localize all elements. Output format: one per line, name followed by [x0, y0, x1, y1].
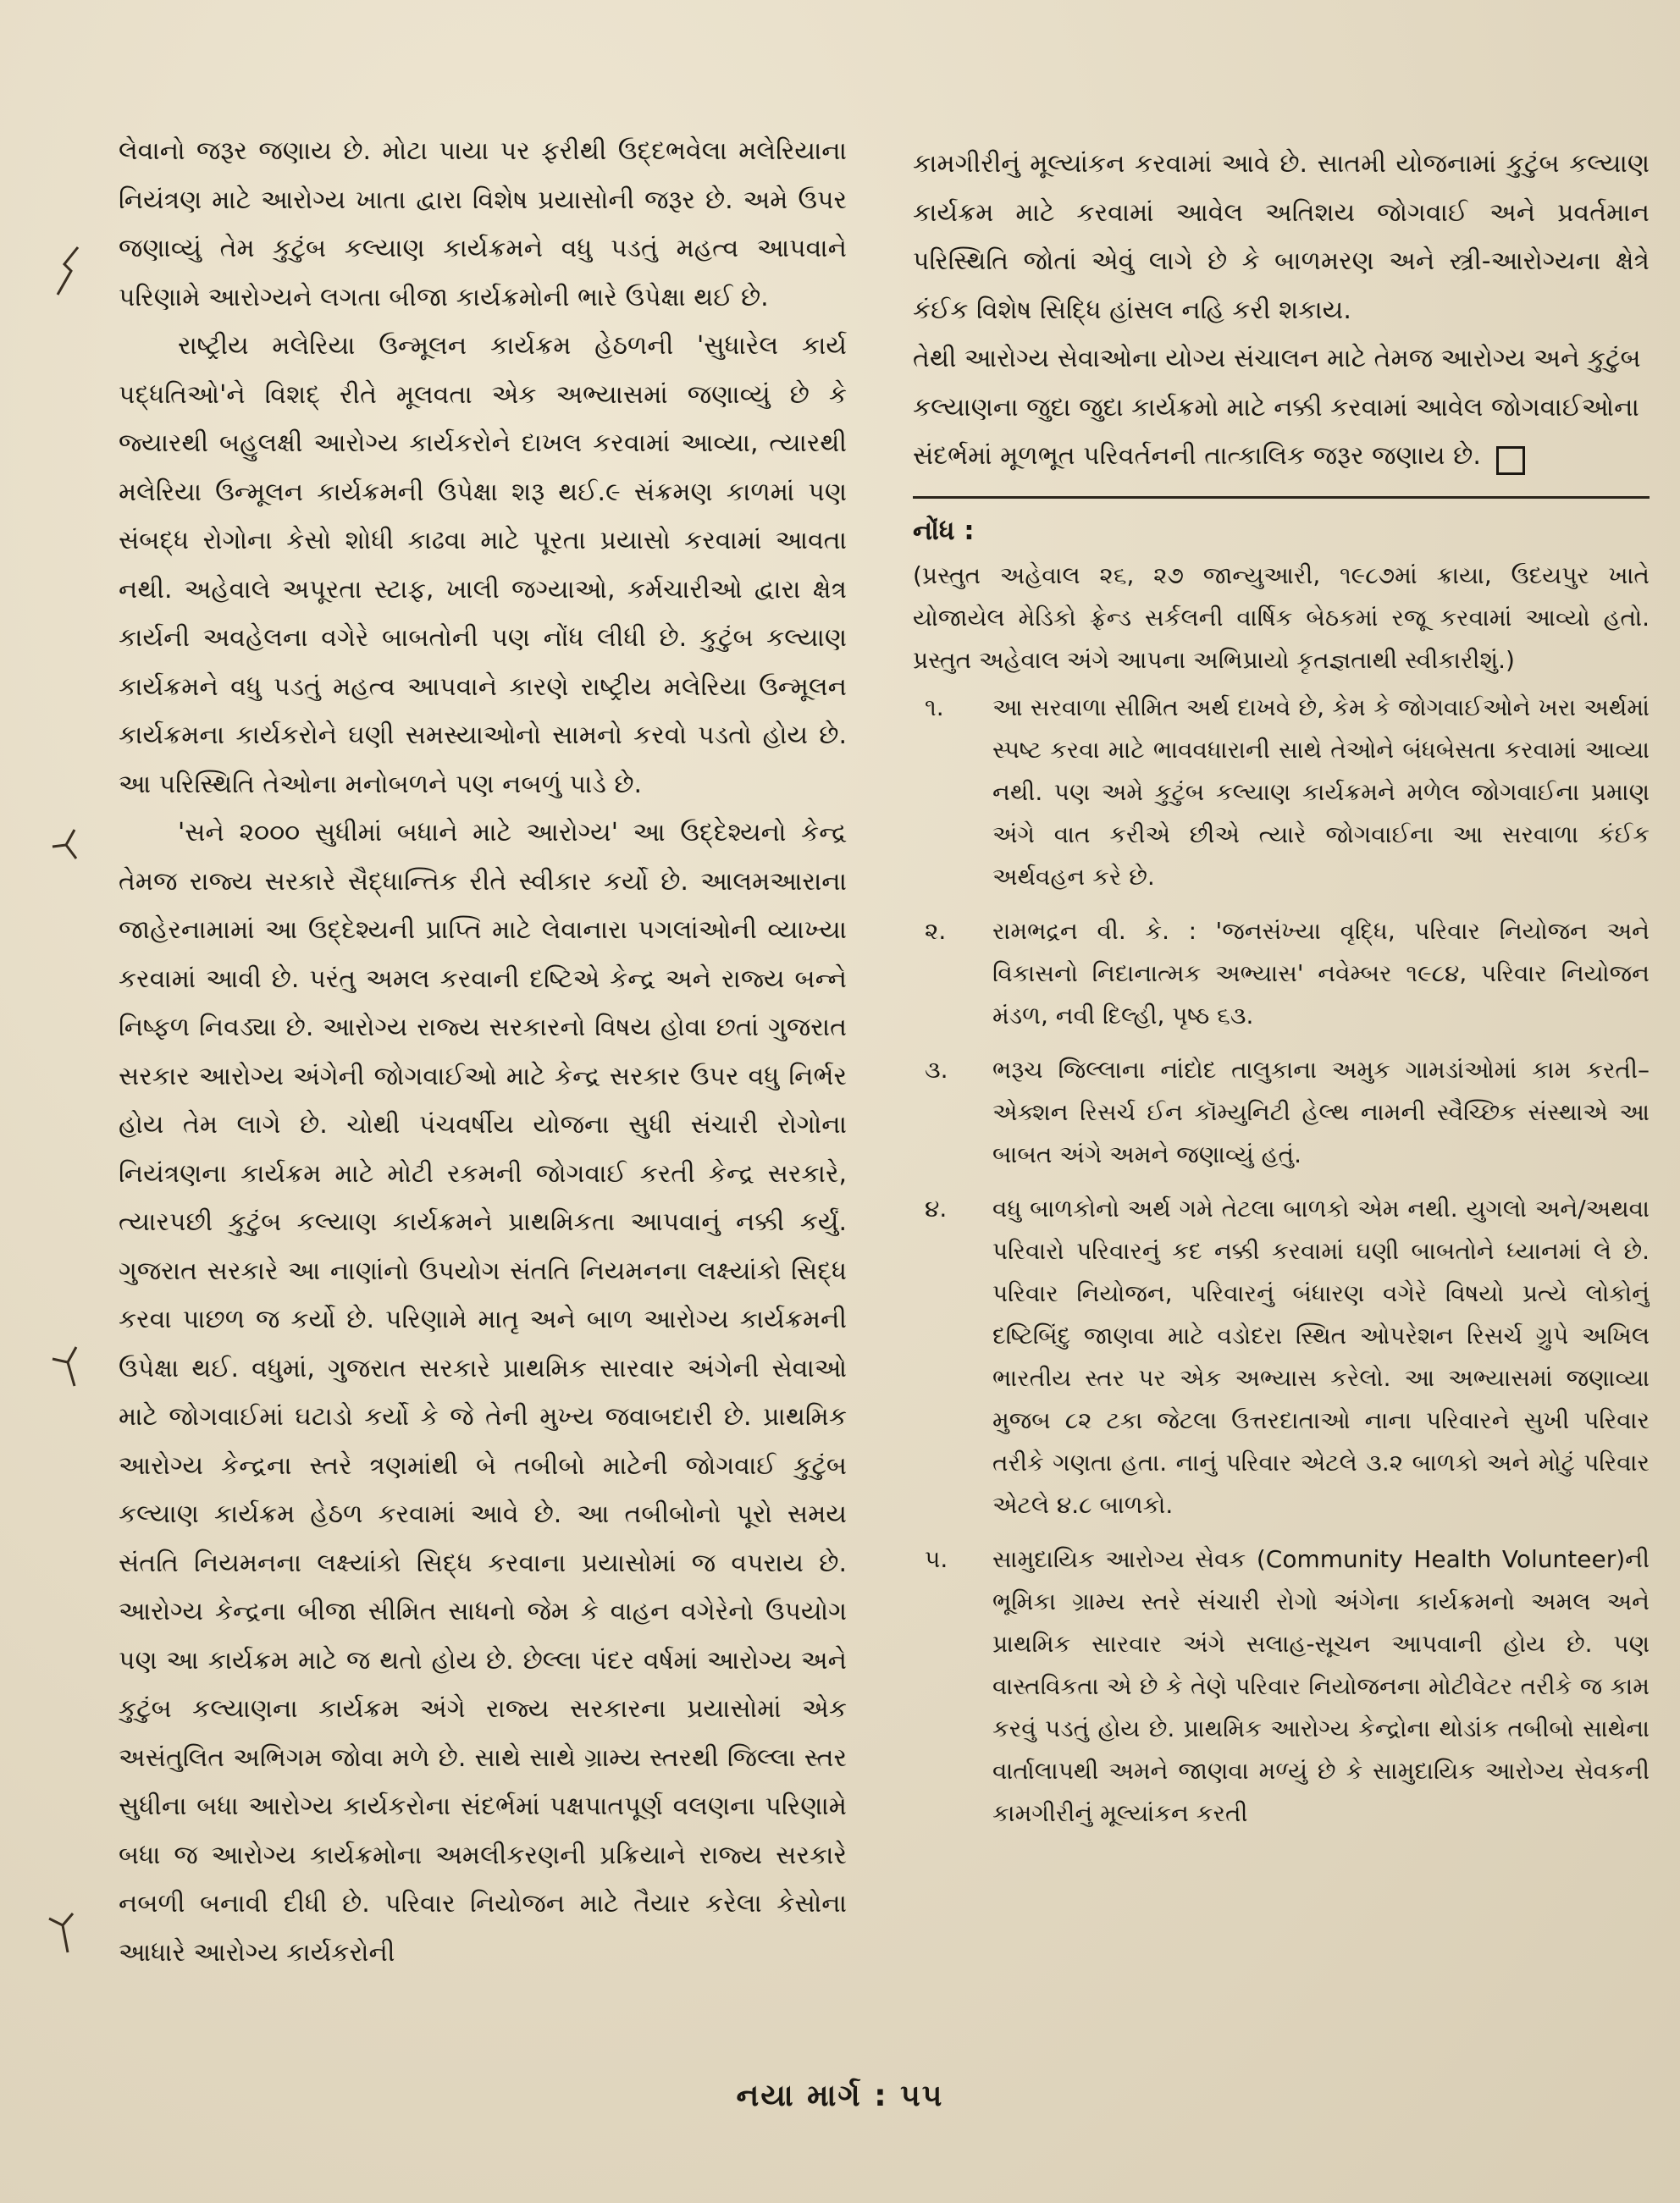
- page-footer: નયા માર્ગ : ૫૫: [736, 2079, 944, 2113]
- note-text: રામભદ્રન વી. કે. : 'જનસંખ્યા વૃદ્ધિ, પરિવાર નિયોજન અને વિકાસનો નિદાનાત્મક અભ્યાસ' નવેમ્બર ૧૯૮૪, પરિવાર નિયોજન મંડળ, નવી દિલ્હી, પૃષ્ઠ ૬૩.: [992, 916, 1650, 1030]
- note-number: ૪.: [925, 1194, 948, 1223]
- note-text: સામુદાયિક આરોગ્ય સેવક (Community Health Volunteer)ની ભૂમિકા ગ્રામ્ય સ્તરે સંચારી રોગો અંગેના કાર્યક્રમનો અમલ અને પ્રાથમિક સારવાર અંગે સલાહ-સૂચન આપવાની હોય છે. પણ વાસ્તવિકતા એ છે કે તેણે પરિવાર નિયોજનના મોટીવેટર તરીકે જ કામ કરવું પડતું હોય છે. પ્રાથમિક આરોગ્ય કેન્દ્રોના થોડાંક તબીબો સાથેના વાર્તાલાપથી અમને જાણવા મળ્યું છે કે સામુદાયિક આરોગ્ય સેવકની કામગીરીનું મૂલ્યાંકન કરતી: [992, 1544, 1650, 1827]
- body-paragraph: તેથી આરોગ્ય સેવાઓના યોગ્ય સંચાલન માટે તેમજ આરોગ્ય અને કુટુંબ કલ્યાણના જુદા જુદા કાર્યક્રમો માટે નક્કી કરવામાં આવેલ જોગવાઈઓના સંદર્ભમાં મૂળભૂત પરિવર્તનની તાત્કાલિક જરૂર જણાય છે.: [913, 344, 1641, 471]
- note-item: [913, 1538, 1650, 1835]
- section-divider: [913, 496, 1650, 499]
- note-text: વધુ બાળકોનો અર્થ ગમે તેટલા બાળકો એમ નથી. યુગલો અને/અથવા પરિવારો પરિવારનું કદ નક્કી કરવામાં ઘણી બાબતોને ધ્યાનમાં લે છે. પરિવાર નિયોજન, પરિવારનું બંધારણ વગેરે વિષયો પ્રત્યે લોકોનું દષ્ટિબિંદુ જાણવા માટે વડોદરા સ્થિત ઓપરેશન રિસર્ચ ગ્રુપે અખિલ ભારતીય સ્તર પર એક અભ્યાસ કરેલો. આ અભ્યાસમાં જણાવ્યા મુજબ ૮૨ ટકા જેટલા ઉત્તરદાતાઓ નાના પરિવારને સુખી પરિવાર તરીકે ગણતા હતા. નાનું પરિવાર એટલે ૩.૨ બાળકો અને મોટું પરિવાર એટલે ૪.૮ બાળકો.: [992, 1194, 1650, 1519]
- paper-tear-mark: [49, 821, 80, 872]
- notes-heading: નોંધ :: [913, 515, 975, 546]
- body-paragraph: લેવાનો જરૂર જણાય છે. મોટા પાયા પર ફરીથી ઉદ્દભવેલા મલેરિયાના નિયંત્રણ માટે આરોગ્ય ખાતા દ્વારા વિશેષ પ્રયાસોની જરૂર છે. અમે ઉપર જણાવ્યું તેમ કુટુંબ કલ્યાણ કાર્યક્રમને વધુ પડતું મહત્વ આપવાને પરિણામે આરોગ્યને લગતા બીજા કાર્યક્રમોની ભારે ઉપેક્ષા થઈ છે.: [119, 136, 847, 312]
- body-paragraph: કામગીરીનું મૂલ્યાંકન કરવામાં આવે છે. સાતમી યોજનામાં કુટુંબ કલ્યાણ કાર્યક્રમ માટે કરવામાં આવેલ અતિશય જોગવાઈ અને પ્રવર્તમાન પરિસ્થિતિ જોતાં એવું લાગે છે કે બાળમરણ અને સ્ત્રી-આરોગ્યના ક્ષેત્રે કંઈક વિશેષ સિદ્ધિ હાંસલ નહિ કરી શકાય.: [913, 149, 1650, 325]
- paper-tear-mark: [52, 246, 83, 296]
- body-paragraph: 'સને ૨૦૦૦ સુધીમાં બધાને માટે આરોગ્ય' આ ઉદ્દેશ્યનો કેન્દ્ર તેમજ રાજ્ય સરકારે સૈદ્ધાન્તિક રીતે સ્વીકાર કર્યો છે. આલમઆરાના જાહેરનામામાં આ ઉદ્દેશ્યની પ્રાપ્તિ માટે લેવાનારા પગલાંઓની વ્યાખ્યા કરવામાં આવી છે. પરંતુ અમલ કરવાની દષ્ટિએ કેન્દ્ર અને રાજ્ય બન્ને નિષ્ફળ નિવડ્યા છે. આરોગ્ય રાજ્ય સરકારનો વિષય હોવા છતાં ગુજરાત સરકાર આરોગ્ય અંગેની જોગવાઈઓ માટે કેન્દ્ર સરકાર ઉપર વધુ નિર્ભર હોય તેમ લાગે છે. ચોથી પંચવર્ષીય યોજના સુધી સંચારી રોગોના નિયંત્રણના કાર્યક્રમ માટે મોટી રકમની જોગવાઈ કરતી કેન્દ્ર સરકારે, ત્યારપછી કુટુંબ કલ્યાણ કાર્યક્રમને પ્રાથમિકતા આપવાનું નક્કી કર્યું. ગુજરાત સરકારે આ નાણાંનો ઉપયોગ સંતતિ નિયમનના લક્ષ્યાંકો સિદ્ધ કરવા પાછળ જ કર્યો છે. પરિણામે માતૃ અને બાળ આરોગ્ય કાર્યક્રમની ઉપેક્ષા થઈ. વધુમાં, ગુજરાત સરકારે પ્રાથમિક સારવાર અંગેની સેવાઓ માટે જોગવાઈમાં ઘટાડો કર્યો કે જે તેની મુખ્ય જવાબદારી છે. પ્રાથમિક આરોગ્ય કેન્દ્રના સ્તરે ત્રણમાંથી બે તબીબો માટેની જોગવાઈ કુટુંબ કલ્યાણ કાર્યક્રમ હેઠળ કરવામાં આવે છે. આ તબીબોનો પૂરો સમય સંતતિ નિયમનના લક્ષ્યાંકો સિદ્ધ કરવાના પ્રયાસોમાં જ વપરાય છે. આરોગ્ય કેન્દ્રના બીજા સીમિત સાધનો જેમ કે વાહન વગેરેનો ઉપયોગ પણ આ કાર્યક્રમ માટે જ થતો હોય છે. છેલ્લા પંદર વર્ષમાં આરોગ્ય અને કુટુંબ કલ્યાણના કાર્યક્રમ અંગે રાજ્ય સરકારના પ્રયાસોમાં એક અસંતુલિત અભિગમ જોવા મળે છે. સાથે સાથે ગ્રામ્ય સ્તરથી જિલ્લા સ્તર સુધીના બધા આરોગ્ય કાર્યકરોના સંદર્ભમાં પક્ષપાતપૂર્ણ વલણના પરિણામે બધા જ આરોગ્ય કાર્યક્રમોના અમલીકરણની પ્રક્રિયાને રાજ્ય સરકારે નબળી બનાવી દીધી છે. પરિવાર નિયોજન માટે તૈયાર કરેલા કેસોના આધારે આરોગ્ય કાર્યકરોની: [119, 818, 847, 1968]
- left-text-column: [119, 127, 847, 2049]
- closing-paragraph-row: [913, 334, 1650, 481]
- note-text: ભરૂચ જિલ્લાના નાંદોદ તાલુકાના અમુક ગામડાંઓમાં કામ કરતી–એક્શન રિસર્ચ ઈન કૉમ્યુનિટી હેલ્થ નામની સ્વૈચ્છિક સંસ્થાએ આ બાબત અંગે અમને જણાવ્યું હતું.: [992, 1055, 1650, 1168]
- note-item: [913, 687, 1650, 898]
- note-item: [913, 1049, 1650, 1176]
- end-of-article-box-icon: [1496, 446, 1525, 475]
- note-number: ૫.: [925, 1544, 948, 1573]
- notes-intro: (પ્રસ્તુત અહેવાલ ૨૬, ૨૭ જાન્યુઆરી, ૧૯૮૭માં ક્રાયા, ઉદયપુર ખાતે યોજાયેલ મેડિકો ફ્રેન્ડ સર્કલની વાર્ષિક બેઠકમાં રજૂ કરવામાં આવ્યો હતો. પ્રસ્તુત અહેવાલ અંગે આપના અભિપ્રાયો કૃતજ્ઞતાથી સ્વીકારીશું.): [913, 560, 1650, 674]
- note-text: આ સરવાળા સીમિત અર્થ દાખવે છે, કેમ કે જોગવાઈઓને ખરા અર્થમાં સ્પષ્ટ કરવા માટે ભાવવધારાની સાથે તેઓને બંધબેસતા કરવામાં આવ્યા નથી. પણ અમે કુટુંબ કલ્યાણ કાર્યક્રમને મળેલ જોગવાઈના પ્રમાણ અંગે વાત કરીએ છીએ ત્યારે જોગવાઈના આ સરવાળા કંઈક અર્થવહન કરે છે.: [992, 693, 1650, 891]
- note-number: ૧.: [925, 693, 944, 721]
- paper-tear-mark: [49, 1342, 80, 1393]
- note-number: ૩.: [925, 1055, 948, 1084]
- note-number: ૨.: [925, 916, 947, 945]
- body-paragraph: રાષ્ટ્રીય મલેરિયા ઉન્મૂલન કાર્યક્રમ હેઠળની 'સુધારેલ કાર્ય પદ્ધતિઓ'ને વિશદ્ રીતે મૂલવતા એક અભ્યાસમાં જણાવ્યું છે કે જ્યારથી બહુલક્ષી આરોગ્ય કાર્યકરોને દાખલ કરવામાં આવ્યા, ત્યારથી મલેરિયા ઉન્મૂલન કાર્યક્રમની ઉપેક્ષા શરૂ થઈ.૯ સંક્રમણ કાળમાં પણ સંબદ્ધ રોગોના કેસો શોધી કાઢવા માટે પૂરતા પ્રયાસો કરવામાં આવતા નથી. અહેવાલે અપૂરતા સ્ટાફ, ખાલી જગ્યાઓ, કર્મચારીઓ દ્વારા ક્ષેત્ર કાર્યની અવહેલના વગેરે બાબતોની પણ નોંધ લીધી છે. કુટુંબ કલ્યાણ કાર્યક્રમને વધુ પડતું મહત્વ આપવાને કારણે રાષ્ટ્રીય મલેરિયા ઉન્મૂલન કાર્યક્રમના કાર્યકરોને ઘણી સમસ્યાઓનો સામનો કરવો પડતો હોય છે. આ પરિસ્થિતિ તેઓના મનોબળને પણ નબળું પાડે છે.: [119, 331, 847, 799]
- note-item: [913, 910, 1650, 1037]
- paper-tear-mark: [46, 1905, 76, 1956]
- note-item: [913, 1188, 1650, 1527]
- right-text-column: [913, 140, 1650, 2070]
